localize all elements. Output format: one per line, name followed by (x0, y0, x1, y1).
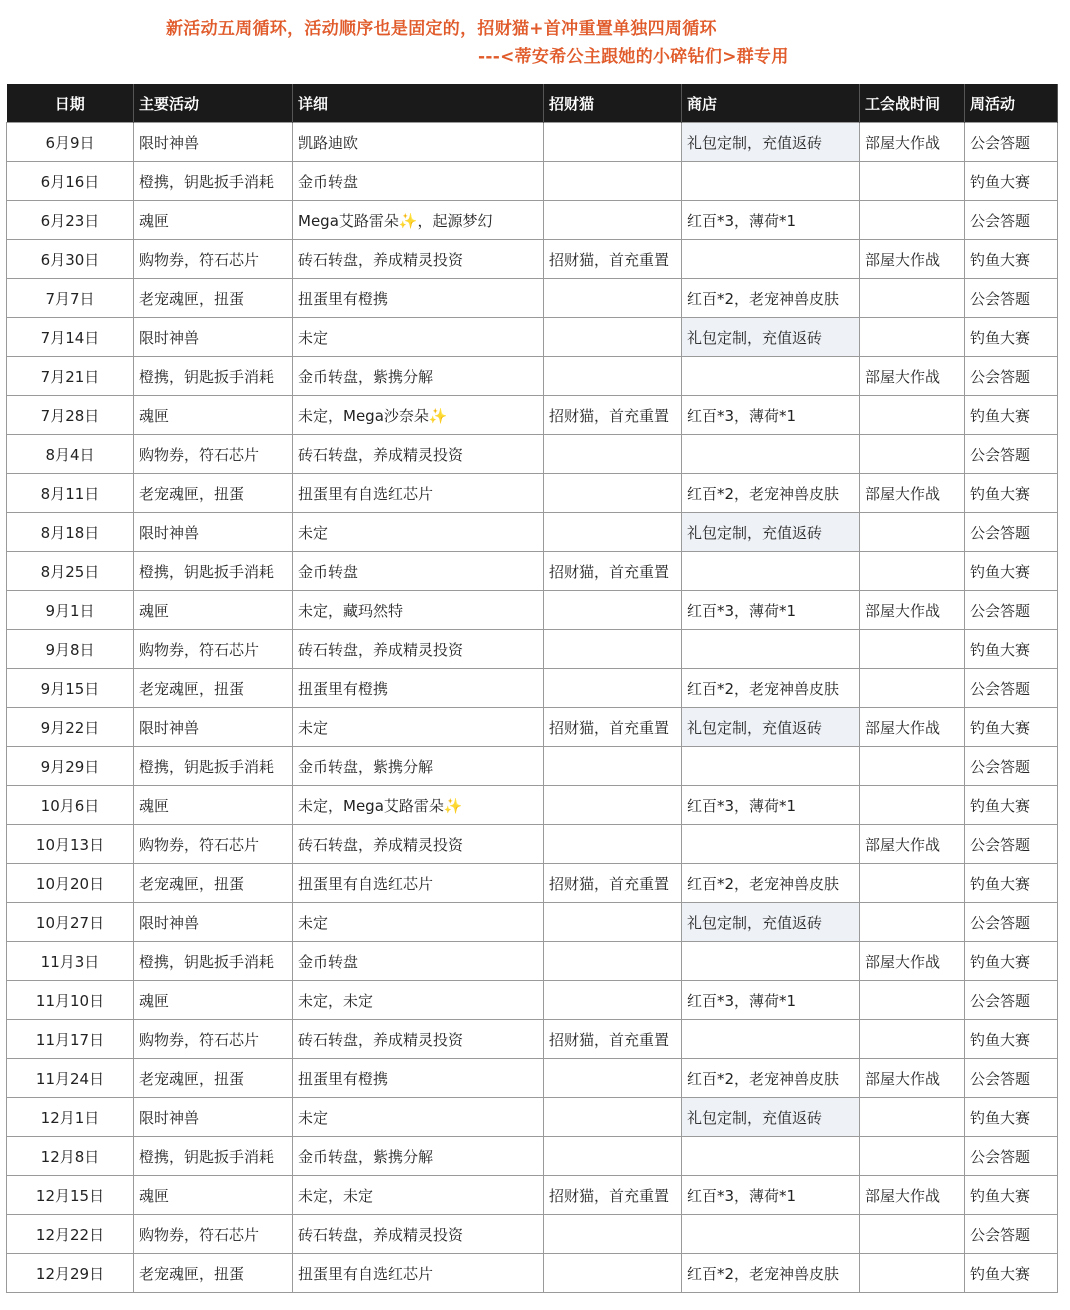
cell-main: 老宠魂匣，扭蛋 (134, 669, 293, 708)
cell-shop (682, 1020, 860, 1059)
cell-main: 限时神兽 (134, 318, 293, 357)
cell-main: 魂匣 (134, 396, 293, 435)
cell-date: 12月1日 (7, 1098, 134, 1137)
cell-cat: 招财猫，首充重置 (544, 864, 682, 903)
cell-guild (860, 1215, 965, 1254)
cell-weekly: 公会答题 (965, 435, 1058, 474)
table-row (7, 123, 1058, 162)
cell-main: 购物券，符石芯片 (134, 1215, 293, 1254)
cell-cat (544, 747, 682, 786)
cycle-note: 新活动五周循环，活动顺序也是固定的，招财猫+首冲重置单独四周循环 (166, 19, 717, 39)
cell-date: 8月18日 (7, 513, 134, 552)
table-row (7, 669, 1058, 708)
cell-detail: 未定 (293, 1098, 544, 1137)
cell-detail: 未定，未定 (293, 981, 544, 1020)
cell-cat: 招财猫，首充重置 (544, 396, 682, 435)
cell-main: 魂匣 (134, 201, 293, 240)
cell-guild (860, 864, 965, 903)
cell-shop: 红百*3，薄荷*1 (682, 1176, 860, 1215)
cell-detail: 金币转盘，紫携分解 (293, 747, 544, 786)
cell-detail: 凯路迪欧 (293, 123, 544, 162)
cell-main: 老宠魂匣，扭蛋 (134, 1059, 293, 1098)
table-row (7, 1059, 1058, 1098)
cell-main: 限时神兽 (134, 903, 293, 942)
cell-guild (860, 162, 965, 201)
cell-shop: 红百*3，薄荷*1 (682, 201, 860, 240)
cell-date: 10月27日 (7, 903, 134, 942)
cell-main: 老宠魂匣，扭蛋 (134, 279, 293, 318)
cell-shop (682, 747, 860, 786)
cell-detail: 未定，Mega沙奈朵✨ (293, 396, 544, 435)
cell-date: 12月8日 (7, 1137, 134, 1176)
cell-date: 6月30日 (7, 240, 134, 279)
cell-detail: 金币转盘 (293, 162, 544, 201)
cell-shop (682, 1137, 860, 1176)
cell-date: 6月16日 (7, 162, 134, 201)
cell-detail: 未定 (293, 318, 544, 357)
cell-date: 6月23日 (7, 201, 134, 240)
cell-weekly: 公会答题 (965, 669, 1058, 708)
cell-date: 12月15日 (7, 1176, 134, 1215)
cell-guild (860, 1137, 965, 1176)
cell-date: 12月22日 (7, 1215, 134, 1254)
cell-main: 魂匣 (134, 591, 293, 630)
cell-shop (682, 240, 860, 279)
header-weekly: 周活动 (965, 84, 1058, 123)
cell-shop (682, 825, 860, 864)
table-row (7, 825, 1058, 864)
cell-main: 购物券，符石芯片 (134, 1020, 293, 1059)
cell-shop: 红百*2，老宠神兽皮肤 (682, 474, 860, 513)
cell-shop: 红百*3，薄荷*1 (682, 396, 860, 435)
table-row (7, 942, 1058, 981)
cell-weekly: 钓鱼大赛 (965, 318, 1058, 357)
table-row (7, 240, 1058, 279)
cell-detail: 金币转盘，紫携分解 (293, 1137, 544, 1176)
cell-shop (682, 942, 860, 981)
cell-main: 魂匣 (134, 1176, 293, 1215)
cell-cat (544, 318, 682, 357)
cell-weekly: 钓鱼大赛 (965, 942, 1058, 981)
cell-date: 7月14日 (7, 318, 134, 357)
cell-weekly: 钓鱼大赛 (965, 864, 1058, 903)
header-detail: 详细 (293, 84, 544, 123)
cell-shop (682, 1215, 860, 1254)
cell-detail: 砖石转盘，养成精灵投资 (293, 630, 544, 669)
cell-shop: 红百*3，薄荷*1 (682, 591, 860, 630)
cell-cat (544, 123, 682, 162)
cell-cat (544, 903, 682, 942)
cell-guild (860, 201, 965, 240)
cell-weekly: 公会答题 (965, 981, 1058, 1020)
cell-date: 11月10日 (7, 981, 134, 1020)
cell-date: 10月13日 (7, 825, 134, 864)
cell-guild: 部屋大作战 (860, 123, 965, 162)
cell-detail: 砖石转盘，养成精灵投资 (293, 825, 544, 864)
cell-main: 购物券，符石芯片 (134, 240, 293, 279)
cell-weekly: 钓鱼大赛 (965, 162, 1058, 201)
cell-detail: 金币转盘 (293, 942, 544, 981)
cell-guild: 部屋大作战 (860, 1176, 965, 1215)
cell-detail: 扭蛋里有橙携 (293, 1059, 544, 1098)
table-row (7, 1020, 1058, 1059)
cell-date: 8月25日 (7, 552, 134, 591)
cell-cat (544, 1098, 682, 1137)
cell-shop: 红百*2，老宠神兽皮肤 (682, 1254, 860, 1293)
cell-guild (860, 318, 965, 357)
cell-weekly: 公会答题 (965, 123, 1058, 162)
cell-main: 老宠魂匣，扭蛋 (134, 474, 293, 513)
cell-weekly: 钓鱼大赛 (965, 474, 1058, 513)
cell-cat (544, 630, 682, 669)
cell-guild (860, 279, 965, 318)
cell-cat: 招财猫，首充重置 (544, 708, 682, 747)
table-row (7, 981, 1058, 1020)
cell-main: 橙携，钥匙扳手消耗 (134, 162, 293, 201)
cell-date: 7月28日 (7, 396, 134, 435)
cell-date: 7月7日 (7, 279, 134, 318)
cell-date: 11月17日 (7, 1020, 134, 1059)
cell-guild (860, 981, 965, 1020)
cell-date: 9月22日 (7, 708, 134, 747)
cell-guild: 部屋大作战 (860, 240, 965, 279)
table-row (7, 747, 1058, 786)
cell-main: 魂匣 (134, 981, 293, 1020)
table-row (7, 357, 1058, 396)
cell-weekly: 钓鱼大赛 (965, 1098, 1058, 1137)
cell-guild: 部屋大作战 (860, 825, 965, 864)
cell-cat (544, 513, 682, 552)
cell-shop: 红百*2，老宠神兽皮肤 (682, 864, 860, 903)
header-shop: 商店 (682, 84, 860, 123)
cell-weekly: 钓鱼大赛 (965, 1020, 1058, 1059)
table-row (7, 591, 1058, 630)
header-main: 主要活动 (134, 84, 293, 123)
cell-guild: 部屋大作战 (860, 357, 965, 396)
cell-detail: 扭蛋里有自选红芯片 (293, 474, 544, 513)
cell-detail: 未定，藏玛然特 (293, 591, 544, 630)
cell-detail: 扭蛋里有橙携 (293, 669, 544, 708)
table-row (7, 1215, 1058, 1254)
cell-main: 橙携，钥匙扳手消耗 (134, 1137, 293, 1176)
cell-main: 限时神兽 (134, 123, 293, 162)
cell-cat (544, 201, 682, 240)
cell-detail: 未定 (293, 708, 544, 747)
cell-detail: 未定，Mega艾路雷朵✨ (293, 786, 544, 825)
cell-weekly: 公会答题 (965, 1059, 1058, 1098)
cell-cat: 招财猫，首充重置 (544, 1020, 682, 1059)
cell-main: 限时神兽 (134, 513, 293, 552)
cell-weekly: 钓鱼大赛 (965, 1254, 1058, 1293)
table-row (7, 630, 1058, 669)
cell-cat: 招财猫，首充重置 (544, 552, 682, 591)
cell-main: 购物券，符石芯片 (134, 435, 293, 474)
cell-guild (860, 903, 965, 942)
cell-weekly: 钓鱼大赛 (965, 240, 1058, 279)
cell-detail: 扭蛋里有自选红芯片 (293, 1254, 544, 1293)
cell-shop: 红百*2，老宠神兽皮肤 (682, 1059, 860, 1098)
cell-weekly: 钓鱼大赛 (965, 396, 1058, 435)
cell-main: 橙携，钥匙扳手消耗 (134, 552, 293, 591)
cell-date: 11月24日 (7, 1059, 134, 1098)
cell-weekly: 公会答题 (965, 591, 1058, 630)
cell-weekly: 公会答题 (965, 903, 1058, 942)
cell-main: 老宠魂匣，扭蛋 (134, 1254, 293, 1293)
header-row (7, 84, 1058, 123)
cell-cat (544, 786, 682, 825)
cell-shop: 礼包定制，充值返砖 (682, 513, 860, 552)
cell-shop (682, 435, 860, 474)
cell-date: 10月20日 (7, 864, 134, 903)
cell-cat (544, 474, 682, 513)
cell-date: 7月21日 (7, 357, 134, 396)
cell-date: 12月29日 (7, 1254, 134, 1293)
table-row (7, 864, 1058, 903)
cell-cat (544, 357, 682, 396)
cell-guild (860, 1254, 965, 1293)
cell-main: 橙携，钥匙扳手消耗 (134, 747, 293, 786)
cell-guild (860, 786, 965, 825)
cell-date: 11月3日 (7, 942, 134, 981)
cell-guild (860, 669, 965, 708)
cell-detail: 金币转盘，紫携分解 (293, 357, 544, 396)
cell-guild (860, 630, 965, 669)
cell-main: 购物券，符石芯片 (134, 825, 293, 864)
cell-cat (544, 981, 682, 1020)
cell-guild (860, 1020, 965, 1059)
schedule-table (6, 84, 1058, 1293)
cell-detail: 未定 (293, 903, 544, 942)
cell-weekly: 钓鱼大赛 (965, 630, 1058, 669)
cell-weekly: 公会答题 (965, 357, 1058, 396)
cell-main: 限时神兽 (134, 1098, 293, 1137)
cell-date: 9月29日 (7, 747, 134, 786)
table-row (7, 396, 1058, 435)
cell-cat (544, 825, 682, 864)
table-row (7, 162, 1058, 201)
cell-detail: 金币转盘 (293, 552, 544, 591)
cell-cat (544, 1254, 682, 1293)
table-row (7, 903, 1058, 942)
cell-shop (682, 357, 860, 396)
cell-shop: 红百*2，老宠神兽皮肤 (682, 669, 860, 708)
cell-shop (682, 552, 860, 591)
header-cat: 招财猫 (544, 84, 682, 123)
cell-shop (682, 630, 860, 669)
cell-date: 10月6日 (7, 786, 134, 825)
cell-shop (682, 162, 860, 201)
cell-shop: 礼包定制，充值返砖 (682, 708, 860, 747)
table-row (7, 435, 1058, 474)
cell-cat (544, 162, 682, 201)
table-row (7, 1137, 1058, 1176)
cell-guild (860, 1098, 965, 1137)
cell-date: 9月1日 (7, 591, 134, 630)
cell-detail: 砖石转盘，养成精灵投资 (293, 240, 544, 279)
cell-date: 8月11日 (7, 474, 134, 513)
cell-main: 老宠魂匣，扭蛋 (134, 864, 293, 903)
cell-cat (544, 435, 682, 474)
table-row (7, 708, 1058, 747)
cell-date: 8月4日 (7, 435, 134, 474)
cell-cat (544, 279, 682, 318)
cell-guild (860, 747, 965, 786)
cell-guild (860, 396, 965, 435)
table-row (7, 279, 1058, 318)
cell-shop: 礼包定制，充值返砖 (682, 318, 860, 357)
cell-shop: 红百*3，薄荷*1 (682, 786, 860, 825)
cell-detail: Mega艾路雷朵✨，起源梦幻 (293, 201, 544, 240)
cell-shop: 红百*3，薄荷*1 (682, 981, 860, 1020)
cell-main: 限时神兽 (134, 708, 293, 747)
table-row (7, 1176, 1058, 1215)
cell-date: 9月15日 (7, 669, 134, 708)
table-row (7, 201, 1058, 240)
cell-shop: 礼包定制，充值返砖 (682, 903, 860, 942)
cell-guild: 部屋大作战 (860, 942, 965, 981)
cell-main: 橙携，钥匙扳手消耗 (134, 942, 293, 981)
cell-weekly: 公会答题 (965, 513, 1058, 552)
table-row (7, 1098, 1058, 1137)
header-date: 日期 (7, 84, 134, 123)
cell-guild (860, 513, 965, 552)
table-row (7, 552, 1058, 591)
group-note: ---<蒂安希公主跟她的小碎钻们>群专用 (478, 47, 789, 67)
cell-weekly: 公会答题 (965, 201, 1058, 240)
cell-weekly: 钓鱼大赛 (965, 552, 1058, 591)
cell-shop: 礼包定制，充值返砖 (682, 1098, 860, 1137)
cell-cat (544, 591, 682, 630)
cell-detail: 扭蛋里有自选红芯片 (293, 864, 544, 903)
cell-cat (544, 942, 682, 981)
cell-weekly: 钓鱼大赛 (965, 786, 1058, 825)
cell-guild: 部屋大作战 (860, 1059, 965, 1098)
cell-shop: 红百*2，老宠神兽皮肤 (682, 279, 860, 318)
cell-detail: 未定 (293, 513, 544, 552)
table-row (7, 474, 1058, 513)
cell-weekly: 公会答题 (965, 1215, 1058, 1254)
header-guild: 工会战时间 (860, 84, 965, 123)
cell-guild: 部屋大作战 (860, 591, 965, 630)
cell-guild: 部屋大作战 (860, 708, 965, 747)
cell-guild (860, 552, 965, 591)
cell-weekly: 公会答题 (965, 1137, 1058, 1176)
cell-cat (544, 1059, 682, 1098)
cell-cat (544, 1137, 682, 1176)
cell-date: 6月9日 (7, 123, 134, 162)
cell-cat: 招财猫，首充重置 (544, 1176, 682, 1215)
header-notes (0, 0, 1070, 84)
table-row (7, 513, 1058, 552)
cell-cat (544, 669, 682, 708)
cell-weekly: 钓鱼大赛 (965, 1176, 1058, 1215)
table-row (7, 1254, 1058, 1293)
cell-detail: 未定，未定 (293, 1176, 544, 1215)
cell-guild: 部屋大作战 (860, 474, 965, 513)
table-row (7, 318, 1058, 357)
cell-main: 购物券，符石芯片 (134, 630, 293, 669)
cell-detail: 砖石转盘，养成精灵投资 (293, 1215, 544, 1254)
cell-shop: 礼包定制，充值返砖 (682, 123, 860, 162)
cell-weekly: 公会答题 (965, 825, 1058, 864)
cell-detail: 砖石转盘，养成精灵投资 (293, 1020, 544, 1059)
cell-cat (544, 1215, 682, 1254)
cell-guild (860, 435, 965, 474)
cell-cat: 招财猫，首充重置 (544, 240, 682, 279)
table-row (7, 786, 1058, 825)
cell-main: 橙携，钥匙扳手消耗 (134, 357, 293, 396)
cell-weekly: 钓鱼大赛 (965, 708, 1058, 747)
cell-detail: 砖石转盘，养成精灵投资 (293, 435, 544, 474)
cell-weekly: 公会答题 (965, 747, 1058, 786)
cell-date: 9月8日 (7, 630, 134, 669)
cell-main: 魂匣 (134, 786, 293, 825)
cell-weekly: 公会答题 (965, 279, 1058, 318)
cell-detail: 扭蛋里有橙携 (293, 279, 544, 318)
